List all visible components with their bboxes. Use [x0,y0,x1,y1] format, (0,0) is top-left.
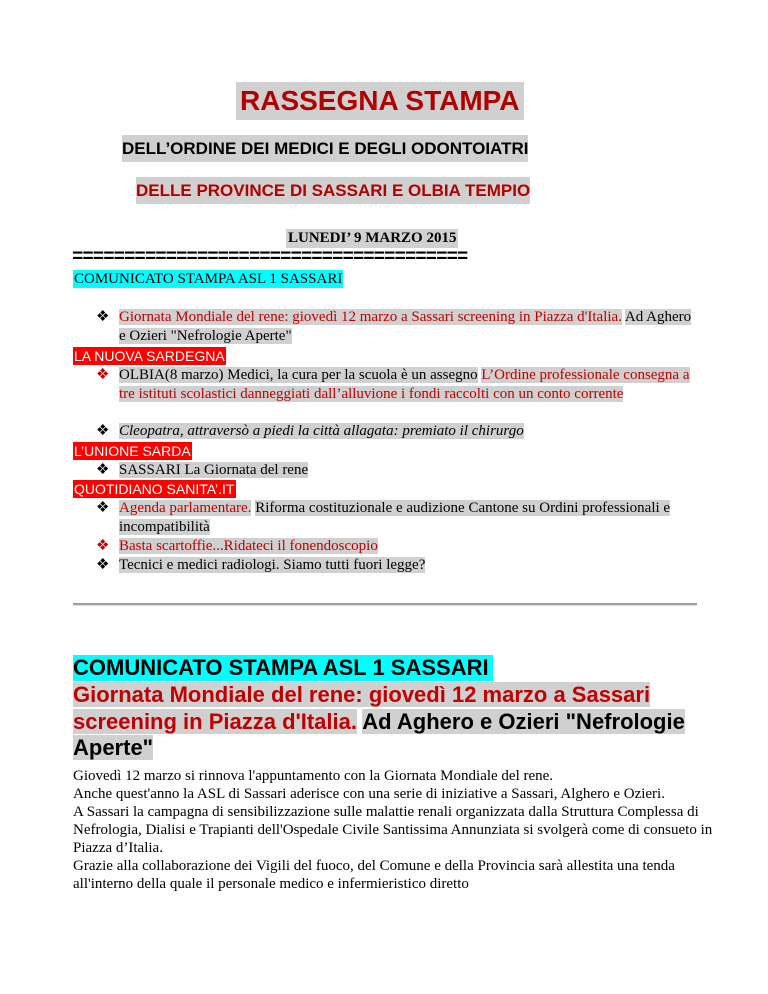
item-text: SASSARI La Giornata del rene [119,462,309,478]
list-item[interactable] [96,461,696,480]
section-label: L’UNIONE SARDA [74,443,191,459]
item-text: OLBIA(8 marzo) Medici, la cura per la scuola è un assegno [119,367,478,383]
paragraph: Giovedì 12 marzo si rinnova l'appuntamento con la Giornata Mondiale del rene. [73,768,554,784]
separator-line: ====================================== [72,246,468,268]
diamond-bullet-icon: ❖ [96,423,110,439]
subtitle-order: DELL’ORDINE DEI MEDICI E DEGLI ODONTOIATRI [122,135,528,162]
article-title-black: Ad Aghero e Ozieri "Nefrologie Aperte" [73,708,685,760]
divider [73,603,697,606]
diamond-bullet-icon: ❖ [96,538,110,554]
article-body [73,767,713,893]
section-label: COMUNICATO STAMPA ASL 1 SASSARI [74,271,343,287]
list-item[interactable] [96,537,696,556]
section-nuova-sardegna [73,347,226,365]
article-title-red: Giornata Mondiale del rene: giovedì 12 marzo a Sassari screening in Piazza d'Italia. [73,682,651,734]
page-title: RASSEGNA STAMPA [236,82,524,120]
paragraph: A Sassari la campagna di sensibilizzazione sulle malattie renali organizzata dalla Struttura Complessa di Nefrologia, Dialisi e Trapianti dell'Ospedale Civile Santissima Annunziata si svolgerà come di consueto in Piazza d’Italia. [73,804,713,856]
diamond-bullet-icon: ❖ [96,367,110,383]
diamond-bullet-icon: ❖ [96,557,110,573]
article-title [73,682,703,762]
item-link[interactable]: Giornata Mondiale del rene: giovedì 12 marzo a Sassari screening in Piazza d'Italia. [119,309,622,325]
article-source: COMUNICATO STAMPA ASL 1 SASSARI [73,655,493,681]
section-label: LA NUOVA SARDEGNA [74,348,225,364]
list-item[interactable] [96,422,696,441]
section-quotidiano-sanita [73,480,236,498]
issue-date: LUNEDI’ 9 MARZO 2015 [288,230,457,246]
diamond-bullet-icon: ❖ [96,500,110,516]
item-link[interactable]: Agenda parlamentare. [119,500,252,516]
section-unione-sarda [73,442,192,460]
list-item[interactable] [96,366,696,403]
diamond-bullet-icon: ❖ [96,309,110,325]
section-comunicato [73,270,343,288]
item-link[interactable]: L’Ordine professionale consegna a tre istituti scolastici danneggiati dall’alluvione i fondi raccolti con un conto corrente [119,367,690,402]
item-link[interactable]: Basta scartoffie...Ridateci il fonendoscopio [119,538,378,554]
list-item[interactable] [96,308,696,345]
paragraph: Anche quest'anno la ASL di Sassari aderisce con una serie di iniziative a Sassari, Alghero e Ozieri. [73,786,665,802]
diamond-bullet-icon: ❖ [96,462,110,478]
paragraph: Grazie alla collaborazione dei Vigili del fuoco, del Comune e della Provincia sarà allestita una tenda all'interno della quale il personale medico e infermieristico diretto [73,858,675,892]
section-label: QUOTIDIANO SANITA’.IT [74,481,235,497]
item-text: Tecnici e medici radiologi. Siamo tutti fuori legge? [119,557,426,573]
item-text: Riforma costituzionale e audizione Cantone su Ordini professionali e incompatibilità [119,500,671,535]
subtitle-provinces: DELLE PROVINCE DI SASSARI E OLBIA TEMPIO [136,177,530,204]
list-item[interactable] [96,499,696,536]
item-text: Ad Aghero e Ozieri "Nefrologie Aperte" [119,309,692,344]
list-item[interactable] [96,556,696,575]
item-text: Cleopatra, attraversò a piedi la città allagata: premiato il chirurgo [119,423,524,439]
